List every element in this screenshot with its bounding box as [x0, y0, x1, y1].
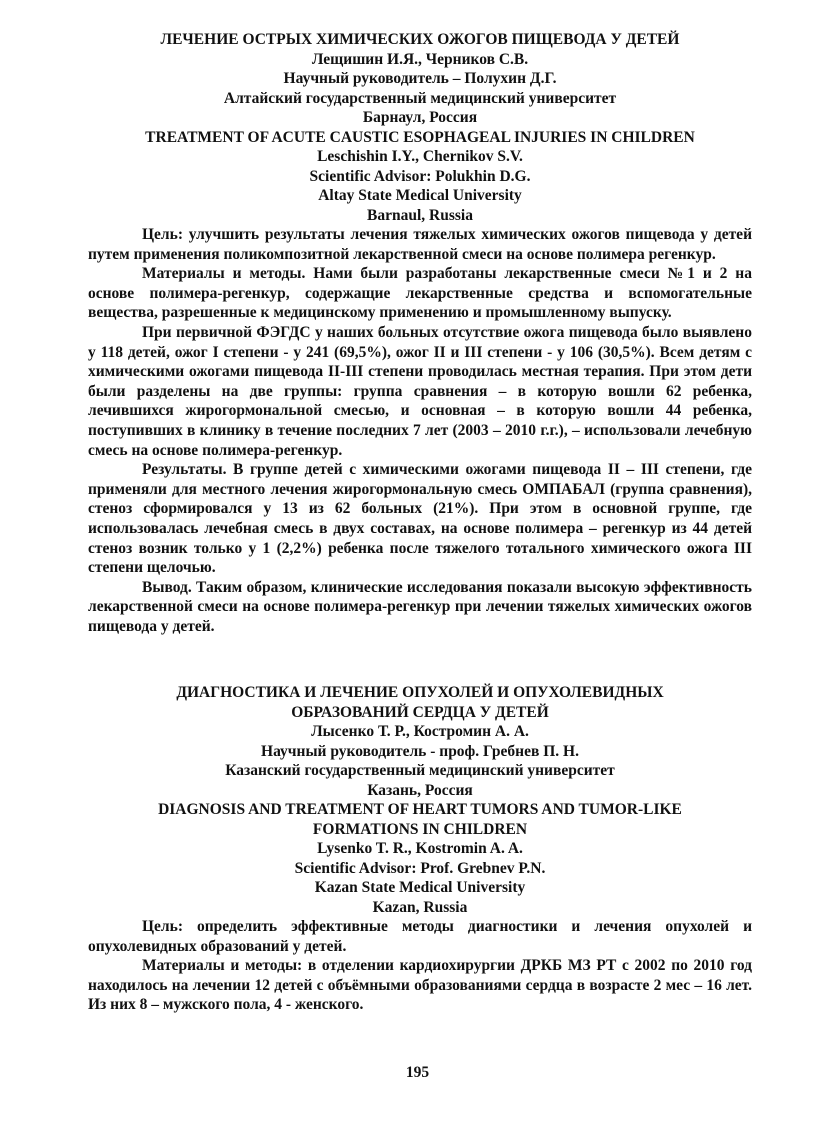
authors-en: Lysenko T. R., Kostromin A. A. — [317, 840, 523, 857]
paragraph-egds: При первичной ФЭГДС у наших больных отсутствие ожога пищевода было выявлено у 118 детей, ожог I степени - у 241 (69,5%), ожог II и III степени - у 106 (30,5%). Всем детям с химическими ожогами пищевода II-III степени проводилась местная терапия. При этом дети были разделены на две группы: группа сравнения – в которую вошли 62 ребенка, лечившихся жирогормональной смесью, и основная – в которую вошли 44 ребенка, поступивших в клинику в течение последних 7 лет (2003 – 2010 г.г.), – использовали лечебную смесь на основе полимера-регенкур. — [88, 323, 752, 459]
authors-en: Leschishin I.Y., Chernikov S.V. — [317, 148, 523, 165]
article-title-ru-line2: ОБРАЗОВАНИЙ СЕРДЦА У ДЕТЕЙ — [291, 703, 549, 721]
article-title-en-line2: FORMATIONS IN CHILDREN — [312, 820, 528, 838]
article-heart-tumors — [88, 683, 752, 1015]
article-title-en: TREATMENT OF ACUTE CAUSTIC ESOPHAGEAL INJURIES IN CHILDREN — [145, 128, 695, 146]
paragraph-conclusion: Вывод. Таким образом, клинические исследования показали высокую эффективность лекарственной смеси на основе полимера-регенкур при лечении тяжелых химических ожогов пищевода у детей. — [88, 578, 752, 635]
city-en: Kazan, Russia — [372, 898, 468, 916]
university-ru: Казанский государственный медицинский университет — [225, 762, 615, 779]
advisor-ru: Научный руководитель - проф. Гребнев П. Н. — [261, 742, 579, 760]
advisor-en: Scientific Advisor: Prof. Grebnev P.N. — [294, 859, 546, 877]
city-en: Barnaul, Russia — [367, 206, 473, 224]
university-en: Kazan State Medical University — [314, 879, 526, 896]
article-title-en-line1: DIAGNOSIS AND TREATMENT OF HEART TUMORS AND TUMOR-LIKE — [158, 801, 682, 818]
advisor-en: Scientific Advisor: Polukhin D.G. — [309, 167, 531, 185]
paragraph-aim: Цель: улучшить результаты лечения тяжелых химических ожогов пищевода у детей путем применения поликомпозитной лекарственной смеси на основе полимера регенкур. — [88, 226, 752, 263]
advisor-ru: Научный руководитель – Полухин Д.Г. — [283, 70, 557, 87]
article-esophageal-burns — [88, 30, 752, 636]
city-ru: Казань, Россия — [367, 781, 473, 799]
paragraph-aim: Цель: определить эффективные методы диагностики и лечения опухолей и опухолевидных образований у детей. — [88, 918, 752, 955]
authors-ru: Лещишин И.Я., Черников С.В. — [311, 50, 529, 68]
university-en: Altay State Medical University — [318, 187, 522, 204]
page-number: 195 — [405, 1064, 430, 1081]
article-title-ru-line1: ДИАГНОСТИКА И ЛЕЧЕНИЕ ОПУХОЛЕЙ И ОПУХОЛЕВИДНЫХ — [176, 684, 664, 701]
city-ru: Барнаул, Россия — [362, 109, 478, 126]
article-title-ru: ЛЕЧЕНИЕ ОСТРЫХ ХИМИЧЕСКИХ ОЖОГОВ ПИЩЕВОДА У ДЕТЕЙ — [160, 31, 680, 48]
paragraph-methods: Материалы и методы. Нами были разработаны лекарственные смеси №1 и 2 на основе полимера-регенкур, содержащие лекарственные средства и вспомогательные вещества, разрешенные к медицинскому применению и промышленному выпуску. — [88, 265, 752, 322]
paragraph-results: Результаты. В группе детей с химическими ожогами пищевода II – III степени, где применяли для местного лечения жирогормональную смесь ОМПАБАЛ (группа сравнения), стеноз сформировался у 13 из 62 больных (21%). При этом в основной группе, где использовалась лечебная смесь в двух составах, на основе полимера – регенкур из 44 детей стеноз возник только у 1 (2,2%) ребенка после тяжелого тотального химического ожога III степени щелочью. — [88, 461, 752, 577]
university-ru: Алтайский государственный медицинский университет — [223, 89, 617, 107]
paragraph-methods: Материалы и методы: в отделении кардиохирургии ДРКБ МЗ РТ с 2002 по 2010 год находилось на лечении 12 детей с объёмными образованиями сердца в возрасте 2 мес – 16 лет. Из них 8 – мужского пола, 4 - женского. — [88, 957, 752, 1014]
authors-ru: Лысенко Т. Р., Костромин А. А. — [311, 723, 529, 740]
